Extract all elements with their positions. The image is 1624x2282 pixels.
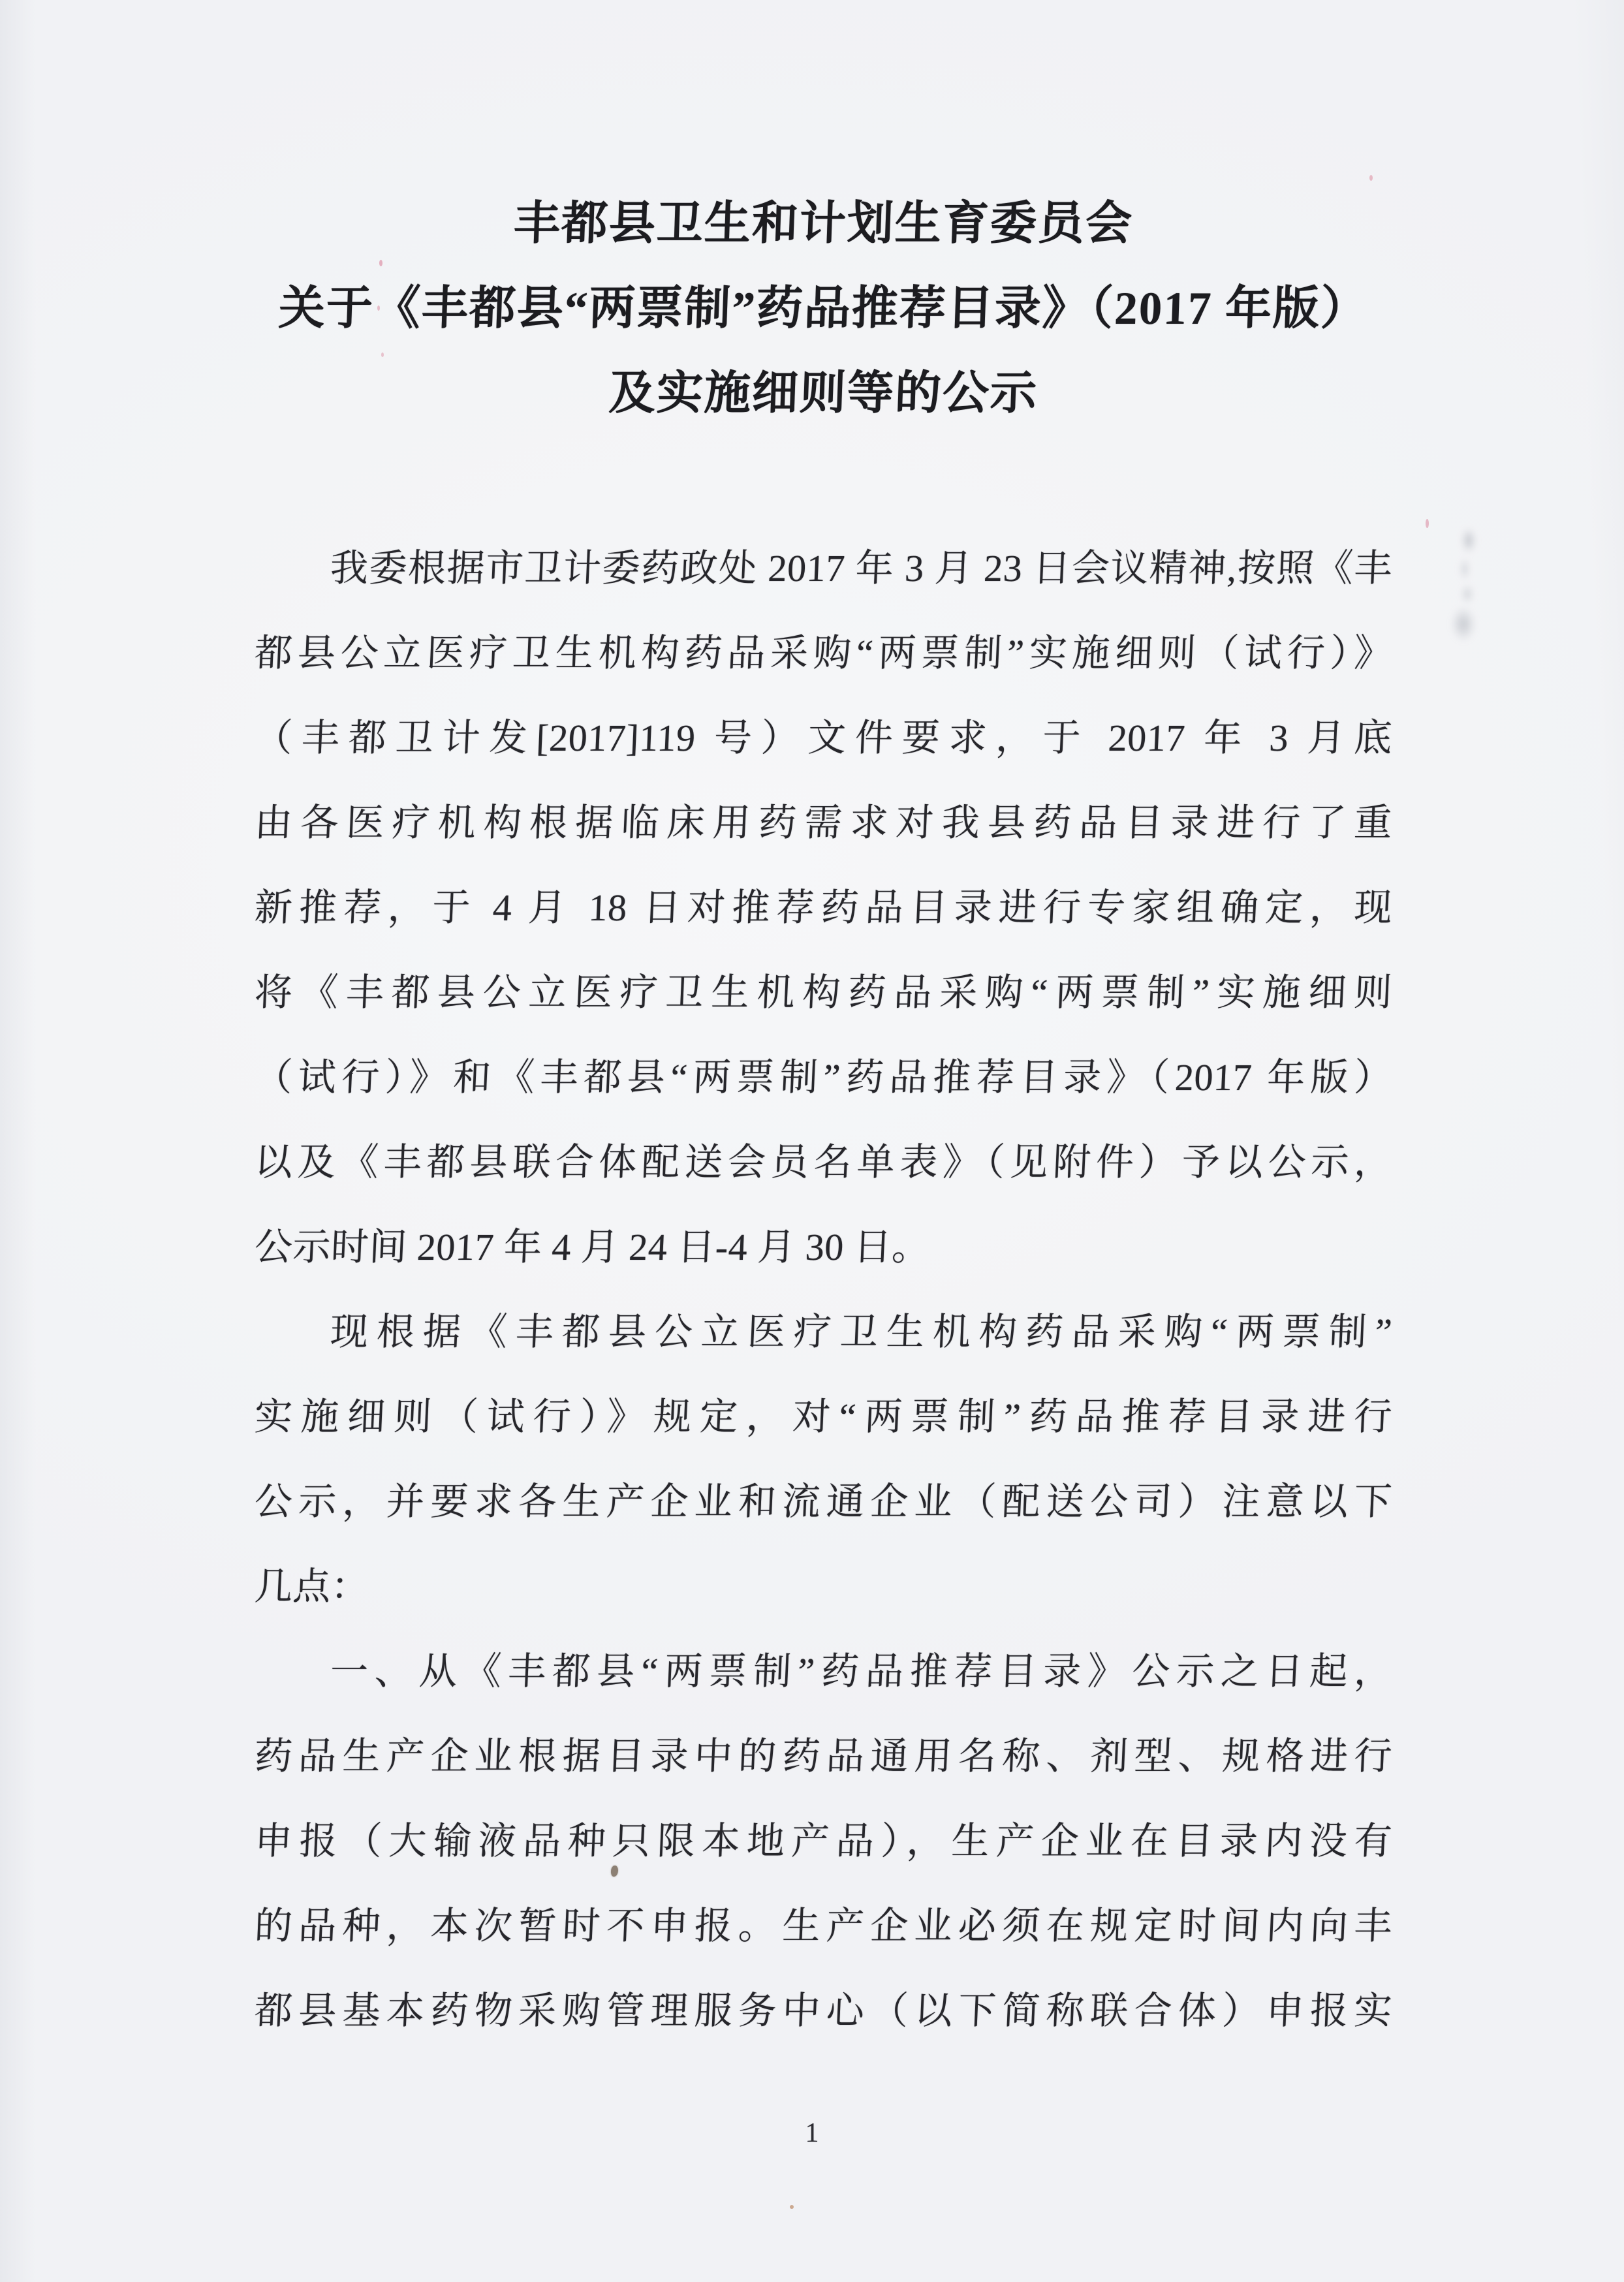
body-line: 申报（大输液品种只限本地产品），生产企业在目录内没有 — [253, 1820, 1394, 1862]
body-line: 以及《丰都县联合体配送会员名单表》（见附件）予以公示， — [253, 1141, 1394, 1183]
document-title-line-1: 丰都县卫生和计划生育委员会 — [512, 198, 1134, 249]
body-line: 由各医疗机构根据临床用药需求对我县药品目录进行了重 — [253, 802, 1394, 844]
document-title-line-3: 及实施细则等的公示 — [608, 368, 1039, 419]
body-line: 一、从《丰都县“两票制”药品推荐目录》公示之日起， — [329, 1650, 1394, 1693]
scan-speck — [790, 2205, 794, 2209]
document-title-line-2: 关于《丰都县“两票制”药品推荐目录》（2017 年版） — [277, 283, 1369, 334]
body-line: 几点： — [253, 1565, 370, 1608]
document-body — [255, 526, 1392, 2054]
body-line: 的品种，本次暂时不申报。生产企业必须在规定时间内向丰 — [253, 1905, 1394, 1947]
body-line: 实施细则（试行）》规定，对“两票制”药品推荐目录进行 — [253, 1396, 1394, 1438]
body-line: 公示时间 2017 年 4 月 24 日-4 月 30 日。 — [253, 1226, 931, 1268]
scan-smudge-artifact — [1440, 521, 1495, 654]
body-line: （试行）》和《丰都县“两票制”药品推荐目录》（2017 年版） — [253, 1056, 1394, 1099]
body-line: 药品生产企业根据目录中的药品通用名称、剂型、规格进行 — [253, 1735, 1394, 1777]
document-content — [255, 181, 1392, 2054]
body-line: 我委根据市卫计委药政处 2017 年 3 月 23 日会议精神,按照《丰 — [329, 547, 1394, 589]
body-line: 新推荐，于 4 月 18 日对推荐药品目录进行专家组确定，现 — [253, 886, 1394, 929]
body-line: 现根据《丰都县公立医疗卫生机构药品采购“两票制” — [329, 1311, 1394, 1353]
body-line: 都县公立医疗卫生机构药品采购“两票制”实施细则（试行）》 — [253, 632, 1394, 674]
body-line: 都县基本药物采购管理服务中心（以下简称联合体）申报实 — [253, 1990, 1394, 2032]
page-number: 1 — [805, 2118, 819, 2148]
scan-speck — [1426, 519, 1429, 528]
body-line: （丰都卫计发[2017]119 号）文件要求，于 2017 年 3 月底 — [253, 717, 1394, 759]
body-line: 公示，并要求各生产企业和流通企业（配送公司）注意以下 — [253, 1480, 1394, 1523]
scan-speck — [1369, 175, 1373, 181]
body-line: 将《丰都县公立医疗卫生机构药品采购“两票制”实施细则 — [253, 971, 1394, 1014]
